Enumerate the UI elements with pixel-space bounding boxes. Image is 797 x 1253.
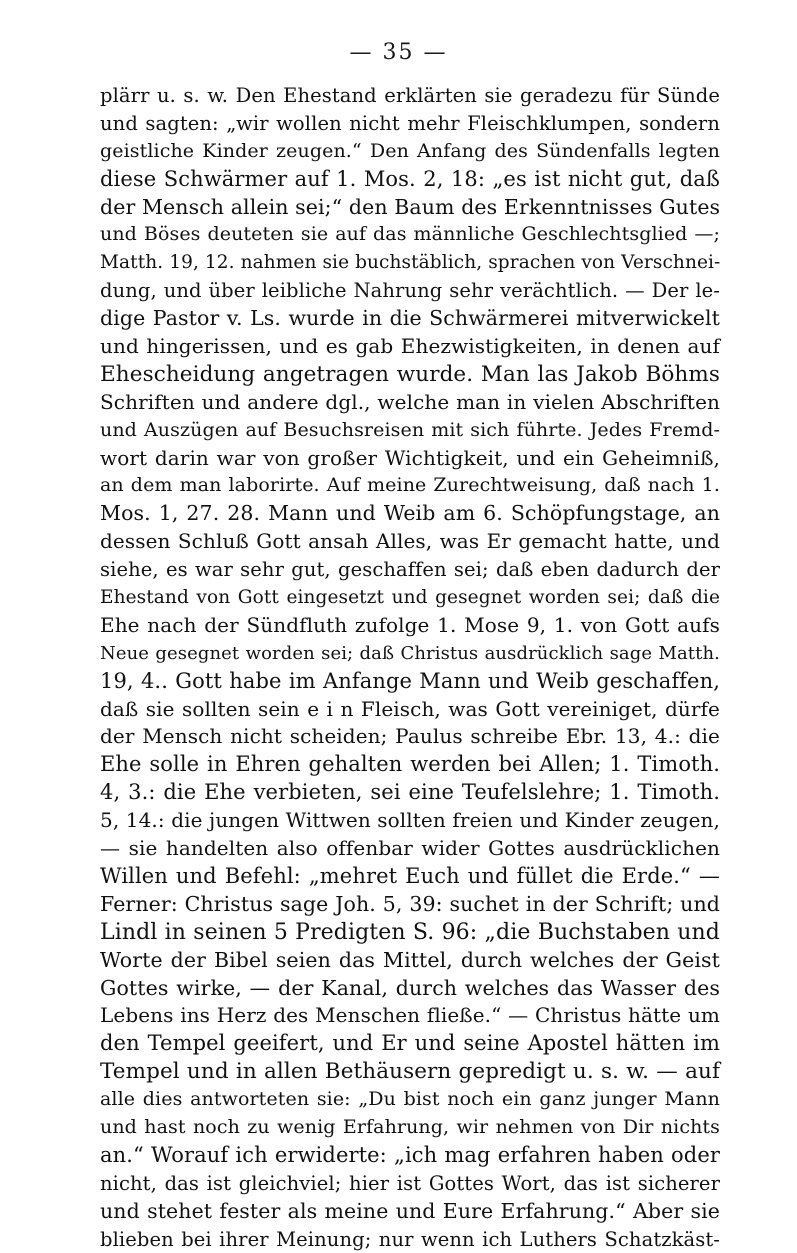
text-line: und hingerissen, und es gab Ehezwistigkeiten, in denen auf [100,334,720,359]
text-line: diese Schwärmer auf 1. Mos. 2, 18: „es ist nicht gut, daß [100,166,720,191]
text-line: Ehescheidung angetragen wurde. Man las Jakob Böhms [100,361,720,387]
text-line: Ferner: Christus sage Joh. 5, 39: suchet in der Schrift; und [100,891,720,916]
text-line: Matth. 19, 12. nahmen sie buchstäblich, sprachen von Verschnei- [100,252,721,274]
text-line: dessen Schluß Gott ansah Alles, was Er gemacht hatte, und [100,529,720,554]
page-number: — 35 — [349,40,448,65]
text-line: Lindl in seinen 5 Predigten S. 96: „die Buchstaben und [100,919,720,945]
text-line: Ehestand von Gott eingesetzt und gesegnet worden sei; daß die [100,587,720,609]
text-line: und Auszügen auf Besuchsreisen mit sich führte. Jedes Fremd- [100,418,720,441]
text-line: der Mensch allein sei;“ den Baum des Erkenntnisses Gutes [100,194,721,219]
text-line: Ehe nach der Sündfluth zufolge 1. Mose 9, 1. von Gott aufs [100,612,720,637]
text-line: plärr u. s. w. Den Ehestand erklärten sie geradezu für Sünde [100,84,720,107]
text-line: 19, 4.. Gott habe im Anfange Mann und Weib geschaffen, [100,668,720,693]
text-line: an dem man laborirte. Auf meine Zurechtweisung, daß nach 1. [100,474,720,497]
text-line: Worte der Bibel seien das Mittel, durch welches der Geist [100,947,720,972]
text-line: 4, 3.: die Ehe verbieten, sei eine Teufelslehre; 1. Timoth. [100,780,720,805]
text-line: alle dies antworteten sie: „Du bist noch ein ganz junger Mann [100,1088,720,1111]
text-line: wort darin war von großer Wichtigkeit, und ein Geheimniß, [100,445,720,470]
text-line: Ehe solle in Ehren gehalten werden bei Allen; 1. Timoth. [100,752,720,777]
text-line: — sie handelten also offenbar wider Gottes ausdrücklichen [100,836,720,861]
text-line: Gottes wirke, — der Kanal, durch welches das Wasser des [100,975,720,1000]
text-line: den Tempel geeifert, und Er und seine Apostel hätten im [100,1031,720,1056]
text-line: siehe, es war sehr gut, geschaffen sei; daß eben dadurch der [100,558,720,582]
text-line: und Böses deuteten sie auf das männliche Geschlechtsglied —; [100,223,720,246]
text-line: Lebens ins Herz des Menschen fließe.“ — Christus hätte um [100,1003,720,1028]
text-line: und hast noch zu wenig Erfahrung, wir nehmen von Dir nichts [100,1115,720,1138]
text-line: nicht, das ist gleichviel; hier ist Gottes Wort, das ist sicherer [100,1171,720,1195]
text-line: der Mensch nicht scheiden; Paulus schreibe Ebr. 13, 4.: die [100,724,720,749]
text-line: Tempel und in allen Bethäusern gepredigt u. s. w. — auf [100,1059,720,1085]
text-line: und stehet fester als meine und Eure Erfahrung.“ Aber sie [100,1198,720,1223]
text-line: blieben bei ihrer Meinung; nur wenn ich Luthers Schatzkäst- [100,1227,720,1251]
text-line: geistliche Kinder zeugen.“ Den Anfang des Sündenfalls legten [100,139,720,162]
text-line: an.“ Worauf ich erwiderte: „ich mag erfahren haben oder [100,1142,720,1167]
text-line: und sagten: „wir wollen nicht mehr Fleischklumpen, sondern [100,111,720,135]
text-line: daß sie sollten sein e i n Fleisch, was Gott vereiniget, dürfe [100,696,720,721]
text-line: Schriften und andere dgl., welche man in vielen Abschriften [100,389,720,414]
text-line: dung, und über leibliche Nahrung sehr verächtlich. — Der le- [100,279,720,303]
text-line: 5, 14.: die jungen Wittwen sollten freien und Kinder zeugen, [100,808,720,833]
body-text [100,82,720,1253]
text-line: Neue gesegnet worden sei; daß Christus ausdrücklich sage Matth. [100,642,720,664]
text-line: Mos. 1, 27. 28. Mann und Weib am 6. Schöpfungstage, an [100,501,720,526]
text-line: Willen und Befehl: „mehret Euch und füllet die Erde.“ — [100,863,720,888]
text-line: dige Pastor v. Ls. wurde in die Schwärmerei mitverwickelt [100,306,720,331]
